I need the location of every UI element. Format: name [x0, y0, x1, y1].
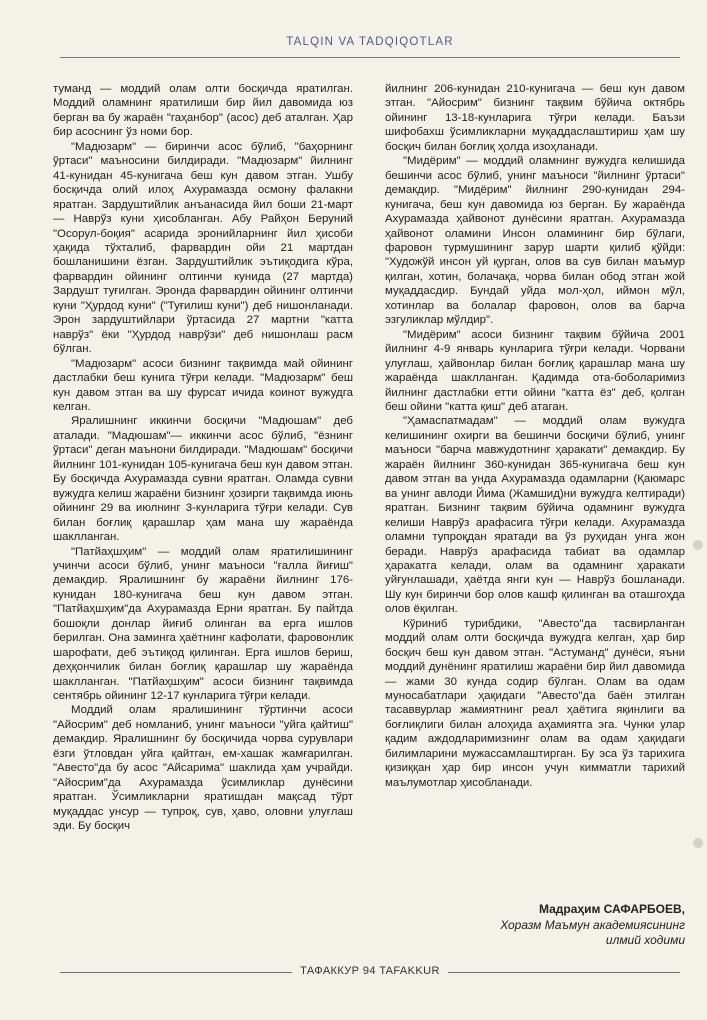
paragraph: Кўриниб турибдики, "Авесто"да тасвирланган моддий олам олти босқичда вужудга келган, ҳар бир босқич беш кун давом этган. "Астуманд" дунёси, яъни моддий дунёнинг яратилиш жараёни бир йил давомида — жами 30 кунда содир бўлган. Олам ва одам муносабатлари ҳақидаги "Авесто"да баён этилган тасаввурлар жамиятнинг реал ҳаётига яқинлиги ва боғлиқлиги билан алоҳида аҳамиятга эга. Чунки улар қадим аждодларимизнинг олам ва одам ҳақидаги билимларини мужассамлаштирган. Бу эса ўз тарихига қизиққан ҳар бир инсон учун кимматли тарихий маълумотлар ҳисобланади.: [385, 617, 685, 789]
paragraph: "Мадюзарм" асоси бизнинг тақвимда май ойининг дастлабки беш кунига тўғри келади. "Мадюзарм" беш кун давом этган ва шу фурсат ичида коинот вужудга келган.: [53, 357, 353, 413]
author-position: илмий ходими: [605, 933, 685, 947]
author-signature: [385, 902, 685, 949]
binding-hole: [693, 838, 703, 848]
header-divider: [60, 57, 680, 58]
right-column: [385, 82, 685, 790]
left-column: [53, 82, 353, 834]
footer-label: ТАФАККУР 94 TAFAKKUR: [300, 965, 440, 977]
paragraph: Моддий олам яралишининг тўртинчи асоси "Айосрим" деб номланиб, унинг маъноси "уйга қайтиш" демакдир. Яралишнинг бу босқичида чорва сурувлари ёзги ўтловдан уйга қайтган, ем-хашак жамғарилган. "Авесто"да бу асос "Айсарима" шаклида ҳам учрайди. "Айосрим"да Ахурамазда ўсимликлар дунёсини яратган. Ўсимликларни яратишдан мақсад тўрт муқаддас унсур — тупроқ, сув, ҳаво, оловни улуғлаш эди. Бу босқич: [53, 704, 353, 833]
section-title: TALQIN VA TADQIQOTLAR: [286, 36, 454, 48]
paragraph: "Мадюзарм" — биринчи асос бўлиб, "баҳорнинг ўртаси" маъносини билдиради. "Мадюзарм" йилнинг 41-кунидан 45-кунигача беш кун давом этган. Ушбу босқичда олий илоҳ Ахурамазда осмону фалакни яратган. Зардуштийлик анъанасида йил боши 21-март — Наврўз куни ҳисобланган. Абу Райҳон Беруний "Осорул-боқия" асарида эронийларнинг йил ҳисоби ҳақида тўхталиб, фарвардин ойи 21 мартдан бошланишини ёзган. Зардуштийлик эътиқодига кўра, фарвардин ойининг олтинчи кунида (27 мартда) Зардушт туғилган. Эронда фарвардин ойининг олтинчи куни "Ҳурдод куни" ("Туғилиш куни") деб нишонланади. Эрон зардуштийлари ўртасида 27 мартни "катта наврўз" ёки "Ҳурдод наврўзи" деб нишонлаш расм бўлган.: [53, 140, 353, 356]
paragraph: йилнинг 206-кунидан 210-кунигача — беш кун давом этган. "Айосрим" бизнинг тақвим бўйича октябрь ойининг 13-18-кунларига тўғри келади. Баъзи шифобахш ўсимликларни муқаддаслаштириш ҳам шу босқич билан боғлиқ ҳолда изоҳланади.: [385, 83, 685, 153]
author-position: Хоразм Маъмун академиясининг: [500, 917, 685, 932]
binding-hole: [693, 540, 703, 550]
paragraph: "Мидёрим" асоси бизнинг тақвим бўйича 2001 йилнинг 4-9 январь кунларига тўғри келади. Чорвани улуғлаш, ҳайвонлар билан боғлиқ қарашлар мана шу жараёнда шаклланган. Қадимда ота-боболаримиз йилнинг дастлабки етти ойини "катта ёз" деб, қолган беш ойини "катта қиш" деб атаган.: [385, 328, 685, 413]
paragraph: "Патйаҳшҳим" — моддий олам яратилишининг учинчи асоси бўлиб, унинг маъноси "ғалла йиғиш" демакдир. Яралишнинг бу жараёни йилнинг 176-кунидан 180-кунигача беш кун давом этган. "Патйаҳшҳим"да Ахурамазда Ерни яратган. Бу пайтда бошоқли донлар йиғиб олинган ва ерга ишлов берилган. Она заминга ҳаётнинг кафолати, фаровонлик шарофати, деб эътиқод қилинган. Ерга ишлов бериш, деҳқончилик билан боғлиқ қарашлар шу жараёнда шаклланган. "Патйаҳшҳим" асоси бизнинг тақвимда сентябрь ойининг 12-17 кунларига тўғри келади.: [53, 545, 353, 703]
author-name: Мадраҳим САФАРБОЕВ,: [538, 902, 685, 916]
paragraph: туманд — моддий олам олти босқичда яратилган. Моддий оламнинг яратилиши бир йил давомида юз берган ва бу жараён "гаҳанбор" (асос) деб аталган. Ҳар бир асоснинг ўз номи бор.: [53, 83, 353, 139]
paragraph: "Ҳамаспатмадам" — моддий олам вужудга келишининг охирги ва бешинчи босқичи бўлиб, унинг маъноси "барча мавжудотнинг ҳаракати" демакдир. Бу жараён йилнинг 360-кунидан 365-кунигача беш кун давом этган ва унда Ахурамазда одамларни (Қаюмарс ва унинг авлоди Йима (Жамшид)ни вужудга келтиради) яратган. Бизнинг тақвим бўйича одамнинг вужудга келиши Наврўз арафасига тўғри келади. Ахурамазда оламни тупроқдан яратади ва ўз руҳидан унга жон беради. Наврўз арафасида табиат ва одамлар ҳаракатга келади, олам ва одамнинг ҳаракати уйғунлашади, ҳаётда янги кун — Наврўз бошланади. Шу кун биринчи бор олов кашф қилинган ва оташгоҳда олов ёқилган.: [385, 415, 685, 616]
page-footer: [60, 963, 680, 983]
footer-divider-right: [448, 972, 680, 973]
page-header: [60, 38, 680, 50]
paragraph: "Мидёрим" — моддий оламнинг вужудга келишида бешинчи асос бўлиб, унинг маъноси "йилнинг ўртаси" демакдир. "Мидёрим" йилнинг 290-кунидан 294-кунигача, беш кун давомида юз берган. Бу жараёнда Ахурамазда ҳайвонот дунёсини яратган. Ахурамазда ҳайвонот оламини Инсон оламининг бир бўлаги, фаровон турмушининг зарур шарти қилиб қўйди: "Художўй инсон уй қурган, олов ва сув билан маъмур қилган, хотин, болачақа, чорва билан обод этган жой муқаддасдир. Бундай уйда мол-ҳол, иймон мўл, хотинлар ва болалар фаровон, олов ва барча эзгуликлар мўлдир".: [385, 155, 685, 327]
paragraph: Яралишнинг иккинчи босқичи "Мадюшам" деб аталади. "Мадюшам"— иккинчи асос бўлиб, "ёзнинг ўртаси" деган маънони билдиради. "Мадюшам" босқичи йилнинг 101-кунидан 105-кунигача беш кун давом этган. Бу босқичда Ахурамазда сувни яратган. Оламда сувни вужудга келиш жараёни бизнинг ҳозирги тақвимда июнь ойининг 29 ва июлнинг 3-кунларига тўғри келади. Сув билан боғлиқ қарашлар ҳам мана шу жараёнда шаклланган.: [53, 415, 353, 544]
